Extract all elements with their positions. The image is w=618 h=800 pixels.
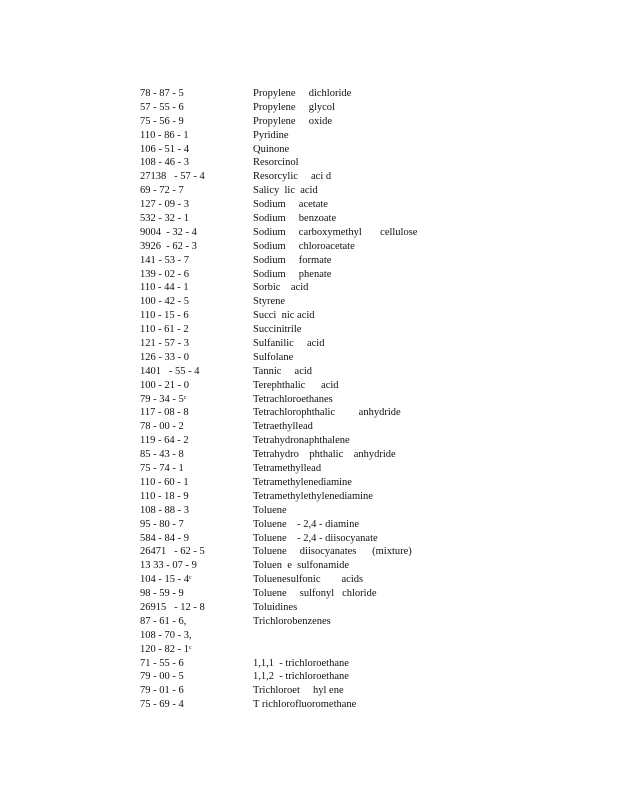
list-item: [140, 212, 440, 226]
list-item: [140, 573, 440, 587]
chemical-name: Tetrachloroethanes: [253, 393, 333, 405]
chemical-name: Salicy lic acid: [253, 185, 318, 197]
cas-number: 108 - 88 - 3: [140, 504, 189, 516]
list-item: [140, 448, 440, 462]
list-item: [140, 643, 440, 657]
list-item: [140, 504, 440, 518]
chemical-name: Propylene oxide: [253, 115, 333, 127]
list-item: [140, 532, 440, 546]
chemical-name: Sulfanilic acid: [253, 338, 325, 350]
chemical-name: T richlorofluoromethane: [253, 699, 357, 711]
cas-number: 139 - 02 - 6: [140, 268, 189, 280]
list-item: [140, 406, 440, 420]
cas-number: 141 - 53 - 7: [140, 254, 189, 266]
list-item: [140, 184, 440, 198]
cas-number: 78 - 87 - 5: [140, 88, 184, 99]
list-item: [140, 309, 440, 323]
chemical-name: [253, 643, 440, 657]
list-item: [140, 337, 440, 351]
chemical-name: Toluenesulfonic acids: [253, 574, 364, 586]
cas-number: 108 - 46 - 3: [140, 157, 189, 169]
list-item: [140, 268, 440, 282]
cas-number: 69 - 72 - 7: [140, 185, 184, 197]
chemical-name: Tetrahydro phthalic anhydride: [253, 449, 396, 461]
list-item: [140, 254, 440, 268]
list-item: [140, 295, 440, 309]
chemical-name: Quinone: [253, 143, 290, 155]
cas-number: 126 - 33 - 0: [140, 351, 189, 363]
list-item: [140, 434, 440, 448]
list-item: [140, 351, 440, 365]
cas-number: 104 - 15 - 4ᶜ: [140, 574, 192, 586]
chemical-name: Styrene: [253, 296, 286, 308]
cas-number: 57 - 55 - 6: [140, 101, 184, 113]
cas-number: 106 - 51 - 4: [140, 143, 189, 155]
cas-number: 120 - 82 - 1ᶜ: [140, 643, 192, 655]
list-item: [140, 518, 440, 532]
list-item: [140, 240, 440, 254]
cas-number: 110 - 18 - 9: [140, 490, 189, 502]
cas-number: 100 - 42 - 5: [140, 296, 189, 308]
chemical-name: Terephthalic acid: [253, 379, 339, 391]
chemical-name: Sodium phenate: [253, 268, 332, 280]
chemical-name: Succinitrile: [253, 324, 302, 336]
list-item: [140, 393, 440, 407]
chemical-name: Sodium carboxymethyl cellulose: [253, 226, 418, 238]
list-item: [140, 615, 440, 629]
chemical-name: Trichloroet hyl ene: [253, 685, 344, 697]
list-item: [140, 198, 440, 212]
chemical-name: Propylene dichloride: [253, 88, 352, 99]
cas-number: 79 - 01 - 6: [140, 685, 184, 697]
cas-number: 95 - 80 - 7: [140, 518, 184, 530]
list-item: [140, 601, 440, 615]
chemical-name: Sorbic acid: [253, 282, 309, 294]
chemical-name: Resorcylic aci d: [253, 171, 332, 183]
chemical-name: Toluidines: [253, 601, 298, 613]
cas-number: 108 - 70 - 3,: [140, 629, 192, 641]
list-item: [140, 156, 440, 170]
cas-number: 26471 - 62 - 5: [140, 546, 205, 558]
cas-number: 121 - 57 - 3: [140, 338, 189, 350]
list-item: [140, 420, 440, 434]
list-item: [140, 323, 440, 337]
chemical-name: Sodium acetate: [253, 199, 328, 211]
cas-number: 27138 - 57 - 4: [140, 171, 205, 183]
chemical-name: Toluene - 2,4 - diamine: [253, 518, 359, 530]
chemical-name: Toluene - 2,4 - diisocyanate: [253, 532, 378, 544]
cas-number: 119 - 64 - 2: [140, 435, 189, 447]
cas-number: 110 - 61 - 2: [140, 324, 189, 336]
list-item: [140, 379, 440, 393]
list-item: [140, 143, 440, 157]
cas-number: 26915 - 12 - 8: [140, 601, 205, 613]
list-item: [140, 670, 440, 684]
chemical-name: Tetraethyllead: [253, 421, 313, 433]
cas-number: 79 - 34 - 5ᶜ: [140, 393, 187, 405]
list-item: [140, 462, 440, 476]
cas-number: 79 - 00 - 5: [140, 671, 184, 683]
cas-number: 110 - 44 - 1: [140, 282, 189, 294]
cas-number: 584 - 84 - 9: [140, 532, 189, 544]
list-item: [140, 281, 440, 295]
cas-number: 87 - 61 - 6,: [140, 615, 187, 627]
chemical-name: Tetrachlorophthalic anhydride: [253, 407, 401, 419]
chemical-name: Toluene: [253, 504, 287, 516]
list-item: [140, 129, 440, 143]
list-item: [140, 545, 440, 559]
cas-number: 127 - 09 - 3: [140, 199, 189, 211]
chemical-name: 1,1,1 - trichloroethane: [253, 657, 349, 669]
chemical-list: [140, 87, 440, 712]
chemical-name: Sodium benzoate: [253, 213, 337, 225]
chemical-name: 1,1,2 - trichloroethane: [253, 671, 349, 683]
list-item: [140, 698, 440, 712]
list-item: [140, 226, 440, 240]
list-item: [140, 657, 440, 671]
list-item: [140, 629, 440, 643]
chemical-name: Toluene diisocyanates (mixture): [253, 546, 412, 558]
cas-number: 110 - 15 - 6: [140, 310, 189, 322]
cas-number: 117 - 08 - 8: [140, 407, 189, 419]
chemical-name: Sulfolane: [253, 351, 294, 363]
chemical-name: Tetrahydronaphthalene: [253, 435, 350, 447]
cas-number: 100 - 21 - 0: [140, 379, 189, 391]
cas-number: 71 - 55 - 6: [140, 657, 184, 669]
cas-number: 532 - 32 - 1: [140, 213, 189, 225]
list-item: [140, 490, 440, 504]
cas-number: 75 - 69 - 4: [140, 699, 184, 711]
chemical-name: Sodium formate: [253, 254, 332, 266]
cas-number: 110 - 60 - 1: [140, 476, 189, 488]
chemical-name: Trichlorobenzenes: [253, 615, 331, 627]
chemical-name: Tetramethylenediamine: [253, 476, 352, 488]
chemical-name: Pyridine: [253, 129, 289, 141]
cas-number: 110 - 86 - 1: [140, 129, 189, 141]
list-item: [140, 115, 440, 129]
chemical-name: [253, 629, 440, 643]
chemical-name: Resorcinol: [253, 157, 299, 169]
list-item: [140, 101, 440, 115]
cas-number: 78 - 00 - 2: [140, 421, 184, 433]
cas-number: 9004 - 32 - 4: [140, 226, 197, 238]
list-item: [140, 559, 440, 573]
chemical-name: Sodium chloroacetate: [253, 240, 355, 252]
chemical-name: Propylene glycol: [253, 101, 335, 113]
list-item: [140, 170, 440, 184]
chemical-name: Succi nic acid: [253, 310, 315, 322]
list-item: [140, 365, 440, 379]
list-item: [140, 87, 440, 101]
cas-number: 85 - 43 - 8: [140, 449, 184, 461]
cas-number: 75 - 74 - 1: [140, 463, 184, 475]
chemical-name: Toluen e sulfonamide: [253, 560, 350, 572]
chemical-name: Tetramethylethylenediamine: [253, 490, 373, 502]
cas-number: 75 - 56 - 9: [140, 115, 184, 127]
cas-number: 3926 - 62 - 3: [140, 240, 197, 252]
list-item: [140, 684, 440, 698]
list-item: [140, 476, 440, 490]
chemical-name: Toluene sulfonyl chloride: [253, 588, 377, 600]
cas-number: 13 33 - 07 - 9: [140, 560, 197, 572]
cas-number: 98 - 59 - 9: [140, 588, 184, 600]
cas-number: 1401 - 55 - 4: [140, 365, 200, 377]
list-item: [140, 587, 440, 601]
chemical-name: Tetramethyllead: [253, 463, 322, 475]
chemical-name: Tannic acid: [253, 365, 313, 377]
